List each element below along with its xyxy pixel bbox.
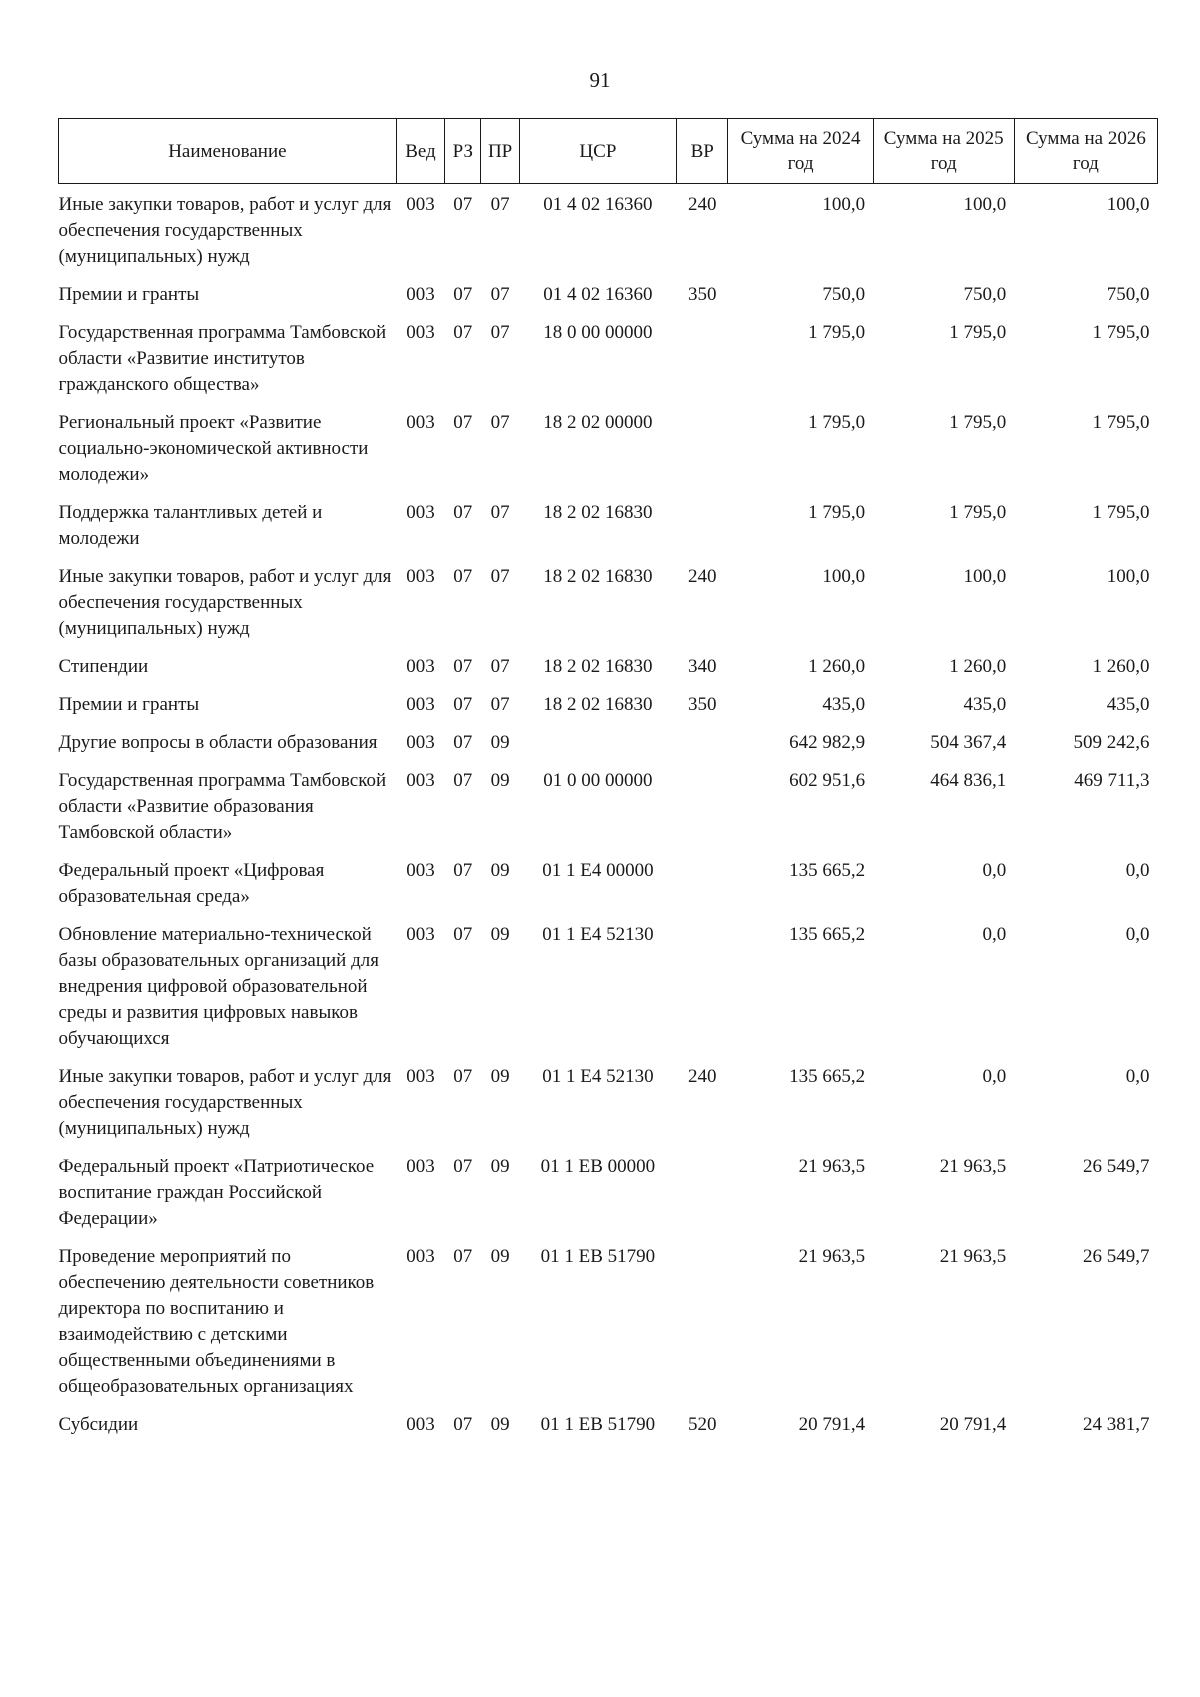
cell-name: Региональный проект «Развитие социально-экономической активности молодежи» [58, 412, 369, 485]
cell-sum-2026: 435,0 [1106, 694, 1150, 715]
cell-sum-2024: 135 665,2 [789, 1066, 866, 1087]
cell-pr: 07 [490, 284, 510, 305]
cell-sum-2024: 135 665,2 [789, 924, 866, 945]
cell-vr [677, 315, 728, 405]
table-row [59, 559, 1158, 649]
page-number: 91 [589, 68, 611, 92]
cell-name: Субсидии [58, 1414, 139, 1435]
cell-rz: 07 [453, 1414, 473, 1435]
cell-sum-2025: 0,0 [982, 924, 1007, 945]
cell-vr [677, 725, 728, 763]
table-row [59, 1407, 1158, 1445]
cell-pr: 09 [490, 1066, 510, 1087]
table-row [59, 763, 1158, 853]
cell-pr: 09 [490, 732, 510, 753]
cell-pr: 09 [490, 1414, 510, 1435]
cell-sum-2025: 1 260,0 [949, 656, 1007, 677]
cell-sum-2024: 21 963,5 [798, 1246, 866, 1267]
cell-sum-2024: 750,0 [822, 284, 866, 305]
budget-table [58, 118, 1158, 1445]
cell-vr [677, 1239, 728, 1407]
cell-ved: 003 [406, 924, 435, 945]
cell-name: Иные закупки товаров, работ и услуг для обеспечения государственных (муниципальных) нужд [58, 1066, 392, 1139]
cell-sum-2026: 24 381,7 [1083, 1414, 1150, 1435]
cell-rz: 07 [453, 1066, 473, 1087]
cell-sum-2026: 1 795,0 [1092, 412, 1150, 433]
cell-sum-2025: 100,0 [963, 566, 1007, 587]
cell-rz: 07 [453, 770, 473, 791]
cell-rz: 07 [453, 412, 473, 433]
cell-csr: 01 0 00 00000 [543, 770, 653, 791]
cell-sum-2026: 1 795,0 [1092, 322, 1150, 343]
cell-sum-2024: 435,0 [822, 694, 866, 715]
cell-rz: 07 [453, 1156, 473, 1177]
cell-ved: 003 [406, 1246, 435, 1267]
table-row [59, 853, 1158, 917]
cell-csr: 01 1 EB 00000 [540, 1156, 656, 1177]
cell-pr: 09 [490, 924, 510, 945]
cell-name: Обновление материально-технической базы образовательных организаций для внедрения цифровой образовательной среды и развития цифровых навыков обучающихся [58, 924, 379, 1049]
cell-vr [677, 763, 728, 853]
cell-sum-2026: 0,0 [1125, 1066, 1150, 1087]
cell-csr [519, 725, 676, 763]
cell-csr: 01 1 E4 52130 [542, 1066, 654, 1087]
cell-vr [677, 495, 728, 559]
cell-sum-2024: 100,0 [822, 194, 866, 215]
cell-name: Премии и гранты [58, 284, 200, 305]
cell-ved: 003 [406, 656, 435, 677]
cell-ved: 003 [406, 770, 435, 791]
cell-pr: 07 [490, 656, 510, 677]
cell-vr: 520 [688, 1414, 717, 1435]
table-row [59, 1149, 1158, 1239]
cell-rz: 07 [453, 284, 473, 305]
cell-pr: 09 [490, 1156, 510, 1177]
table-row [59, 1239, 1158, 1407]
cell-sum-2024: 1 795,0 [808, 322, 866, 343]
cell-csr: 18 2 02 16830 [543, 502, 653, 523]
cell-sum-2024: 1 795,0 [808, 502, 866, 523]
cell-pr: 09 [490, 770, 510, 791]
cell-vr: 350 [688, 694, 717, 715]
cell-ved: 003 [406, 732, 435, 753]
cell-name: Государственная программа Тамбовской области «Развитие образования Тамбовской области» [58, 770, 387, 843]
cell-name: Федеральный проект «Цифровая образовательная среда» [58, 860, 325, 907]
cell-sum-2025: 464 836,1 [930, 770, 1007, 791]
table-row [59, 1059, 1158, 1149]
cell-sum-2024: 100,0 [822, 566, 866, 587]
cell-vr [677, 917, 728, 1059]
cell-vr [677, 1149, 728, 1239]
cell-ved: 003 [406, 194, 435, 215]
header-csr: ЦСР [519, 119, 676, 184]
cell-pr: 07 [490, 412, 510, 433]
table-header [59, 119, 1158, 184]
header-sum-2024: Сумма на 2024 год [728, 119, 873, 184]
cell-ved: 003 [406, 860, 435, 881]
cell-vr: 240 [688, 566, 717, 587]
cell-rz: 07 [453, 566, 473, 587]
cell-rz: 07 [453, 924, 473, 945]
cell-sum-2026: 100,0 [1106, 566, 1150, 587]
cell-sum-2025: 0,0 [982, 860, 1007, 881]
cell-sum-2026: 26 549,7 [1083, 1156, 1150, 1177]
cell-csr: 18 2 02 16830 [543, 656, 653, 677]
cell-csr: 01 1 E4 52130 [542, 924, 654, 945]
cell-sum-2025: 1 795,0 [949, 502, 1007, 523]
cell-sum-2026: 509 242,6 [1073, 732, 1150, 753]
cell-sum-2025: 435,0 [963, 694, 1007, 715]
cell-rz: 07 [453, 322, 473, 343]
table-row [59, 315, 1158, 405]
cell-sum-2025: 20 791,4 [939, 1414, 1007, 1435]
cell-sum-2026: 26 549,7 [1083, 1246, 1150, 1267]
cell-sum-2025: 21 963,5 [939, 1156, 1007, 1177]
cell-sum-2026: 0,0 [1125, 860, 1150, 881]
cell-vr [677, 405, 728, 495]
cell-vr: 350 [688, 284, 717, 305]
cell-pr: 09 [490, 860, 510, 881]
cell-csr: 01 1 EB 51790 [540, 1414, 656, 1435]
cell-sum-2025: 504 367,4 [930, 732, 1007, 753]
table-row [59, 725, 1158, 763]
table-row [59, 649, 1158, 687]
cell-ved: 003 [406, 412, 435, 433]
cell-sum-2024: 1 260,0 [808, 656, 866, 677]
cell-name: Поддержка талантливых детей и молодежи [58, 502, 323, 549]
cell-pr: 09 [490, 1246, 510, 1267]
table-row [59, 184, 1158, 278]
cell-sum-2026: 0,0 [1125, 924, 1150, 945]
cell-sum-2024: 135 665,2 [789, 860, 866, 881]
header-name: Наименование [59, 119, 397, 184]
cell-csr: 01 4 02 16360 [543, 284, 653, 305]
cell-vr [677, 853, 728, 917]
cell-csr: 01 1 EB 51790 [540, 1246, 656, 1267]
cell-sum-2024: 20 791,4 [798, 1414, 866, 1435]
cell-sum-2024: 21 963,5 [798, 1156, 866, 1177]
cell-rz: 07 [453, 656, 473, 677]
cell-csr: 01 1 E4 00000 [542, 860, 654, 881]
cell-sum-2024: 642 982,9 [789, 732, 866, 753]
cell-sum-2025: 1 795,0 [949, 412, 1007, 433]
cell-pr: 07 [490, 194, 510, 215]
header-sum-2026: Сумма на 2026 год [1014, 119, 1157, 184]
cell-rz: 07 [453, 502, 473, 523]
cell-sum-2025: 750,0 [963, 284, 1007, 305]
cell-csr: 18 2 02 16830 [543, 566, 653, 587]
cell-ved: 003 [406, 502, 435, 523]
cell-ved: 003 [406, 322, 435, 343]
cell-ved: 003 [406, 1156, 435, 1177]
cell-sum-2024: 1 795,0 [808, 412, 866, 433]
table-row [59, 687, 1158, 725]
cell-rz: 07 [453, 194, 473, 215]
cell-csr: 18 2 02 00000 [543, 412, 653, 433]
cell-name: Иные закупки товаров, работ и услуг для обеспечения государственных (муниципальных) нужд [58, 194, 392, 267]
cell-ved: 003 [406, 694, 435, 715]
cell-csr: 18 0 00 00000 [543, 322, 653, 343]
table-body [59, 184, 1158, 1446]
header-sum-2025: Сумма на 2025 год [873, 119, 1014, 184]
cell-ved: 003 [406, 1414, 435, 1435]
table-row [59, 405, 1158, 495]
cell-sum-2026: 1 795,0 [1092, 502, 1150, 523]
cell-sum-2026: 750,0 [1106, 284, 1150, 305]
cell-name: Другие вопросы в области образования [58, 732, 378, 753]
cell-sum-2026: 469 711,3 [1074, 770, 1150, 791]
cell-ved: 003 [406, 284, 435, 305]
cell-sum-2026: 100,0 [1106, 194, 1150, 215]
table-row [59, 917, 1158, 1059]
cell-rz: 07 [453, 860, 473, 881]
cell-sum-2025: 1 795,0 [949, 322, 1007, 343]
cell-pr: 07 [490, 694, 510, 715]
cell-vr: 240 [688, 1066, 717, 1087]
header-rz: РЗ [445, 119, 481, 184]
cell-name: Иные закупки товаров, работ и услуг для обеспечения государственных (муниципальных) нужд [58, 566, 392, 639]
cell-ved: 003 [406, 1066, 435, 1087]
cell-name: Проведение мероприятий по обеспечению деятельности советников директора по воспитанию и взаимодействию с детскими общественными объединениями в общеобразовательных организациях [58, 1246, 375, 1397]
cell-name: Федеральный проект «Патриотическое воспитание граждан Российской Федерации» [58, 1156, 375, 1229]
cell-sum-2025: 21 963,5 [939, 1246, 1007, 1267]
cell-rz: 07 [453, 732, 473, 753]
cell-name: Государственная программа Тамбовской области «Развитие институтов гражданского общества» [58, 322, 387, 395]
cell-pr: 07 [490, 566, 510, 587]
table-row [59, 495, 1158, 559]
header-ved: Вед [396, 119, 444, 184]
cell-rz: 07 [453, 1246, 473, 1267]
cell-name: Премии и гранты [58, 694, 200, 715]
cell-pr: 07 [490, 322, 510, 343]
cell-ved: 003 [406, 566, 435, 587]
header-pr: ПР [481, 119, 519, 184]
cell-name: Стипендии [58, 656, 149, 677]
cell-sum-2024: 602 951,6 [789, 770, 866, 791]
cell-vr: 340 [688, 656, 717, 677]
cell-sum-2026: 1 260,0 [1092, 656, 1150, 677]
header-vr: ВР [677, 119, 728, 184]
cell-sum-2025: 0,0 [982, 1066, 1007, 1087]
cell-csr: 18 2 02 16830 [543, 694, 653, 715]
cell-vr: 240 [688, 194, 717, 215]
cell-sum-2025: 100,0 [963, 194, 1007, 215]
cell-pr: 07 [490, 502, 510, 523]
cell-csr: 01 4 02 16360 [543, 194, 653, 215]
cell-rz: 07 [453, 694, 473, 715]
table-row [59, 277, 1158, 315]
